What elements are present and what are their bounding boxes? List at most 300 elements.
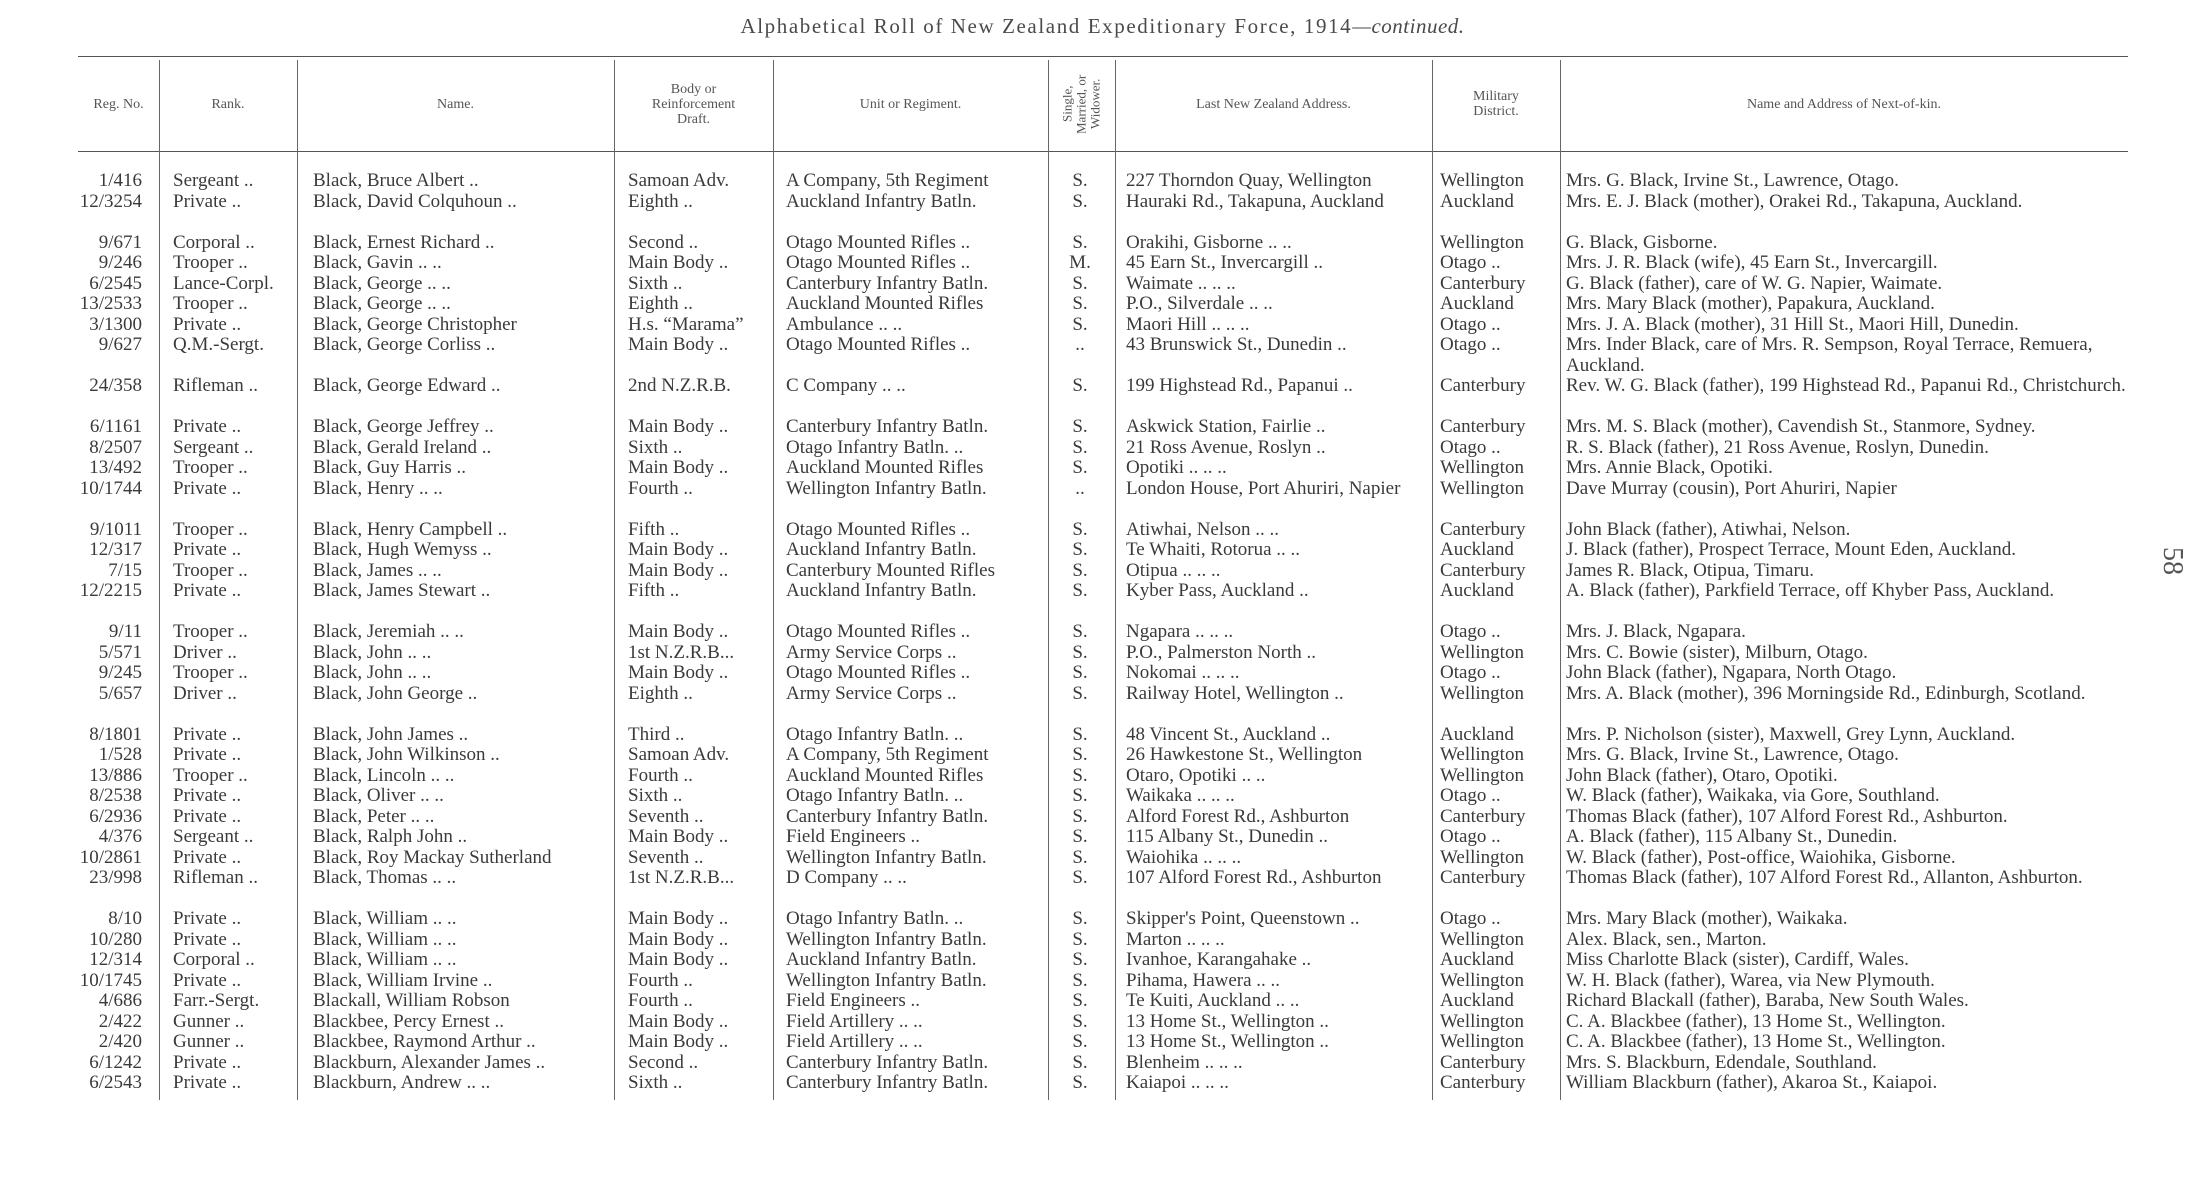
next-of-kin-cell: C. A. Blackbee (father), 13 Home St., Wellington.	[1566, 1010, 1946, 1032]
body-cell: Eighth ..	[628, 682, 693, 704]
district-cell: Wellington	[1440, 846, 1524, 868]
name-cell: Black, Guy Harris ..	[313, 457, 467, 478]
rank-cell: Gunner ..	[173, 1031, 245, 1052]
table-row	[0, 827, 2205, 848]
district-cell: Wellington	[1440, 969, 1524, 991]
name-cell: Black, Peter .. ..	[313, 805, 435, 827]
name-cell: Black, George Jeffrey ..	[313, 416, 494, 437]
name-cell: Black, Thomas .. ..	[313, 867, 457, 888]
status-cell: S.	[1072, 846, 1088, 868]
rank-cell: Trooper ..	[173, 621, 248, 642]
reg-no-cell: 8/10	[108, 908, 142, 929]
table-row	[0, 643, 2205, 664]
name-cell: Black, William .. ..	[313, 928, 457, 950]
body-cell: Main Body ..	[628, 826, 729, 847]
name-cell: Black, Bruce Albert ..	[313, 170, 479, 191]
status-cell: S.	[1072, 580, 1088, 601]
status-cell: S.	[1072, 457, 1088, 478]
body-cell: Main Body ..	[628, 457, 729, 478]
unit-cell: Auckland Infantry Batln.	[786, 580, 977, 601]
table-row	[0, 909, 2205, 930]
address-cell: 21 Ross Avenue, Roslyn ..	[1126, 436, 1326, 458]
reg-no-cell: 4/686	[98, 990, 142, 1011]
name-cell: Black, William .. ..	[313, 908, 457, 929]
unit-cell: Wellington Infantry Batln.	[786, 477, 987, 499]
reg-no-cell: 9/627	[98, 334, 142, 355]
name-cell: Black, George .. ..	[313, 272, 451, 294]
address-cell: 115 Albany St., Dunedin ..	[1126, 826, 1328, 847]
rank-cell: Trooper ..	[173, 518, 248, 540]
reg-no-cell: 5/571	[98, 641, 142, 663]
reg-no-cell: 2/422	[98, 1010, 142, 1032]
reg-no-cell: 8/1801	[89, 723, 142, 745]
address-cell: Waimate .. .. ..	[1126, 272, 1236, 294]
name-cell: Black, Hugh Wemyss ..	[313, 539, 492, 560]
unit-cell: Otago Mounted Rifles ..	[786, 334, 971, 355]
unit-cell: D Company .. ..	[786, 867, 907, 888]
rank-cell: Driver ..	[173, 641, 237, 663]
next-of-kin-cell: Mrs. E. J. Black (mother), Orakei Rd., Takapuna, Auckland.	[1566, 190, 2023, 212]
reg-no-cell: 10/2861	[79, 846, 142, 868]
name-cell: Black, Gavin .. ..	[313, 252, 442, 273]
next-of-kin-cell: Mrs. Inder Black, care of Mrs. R. Sempson, Royal Terrace, Remuera, Auckland.	[1566, 334, 2093, 376]
status-cell: S.	[1072, 190, 1088, 212]
district-cell: Canterbury	[1440, 416, 1526, 437]
status-cell: S.	[1072, 641, 1088, 663]
table-row	[0, 950, 2205, 971]
unit-cell: Otago Infantry Batln. ..	[786, 723, 964, 745]
status-cell: S.	[1072, 1072, 1088, 1093]
reg-no-cell: 7/15	[108, 559, 142, 581]
unit-cell: Otago Mounted Rifles ..	[786, 518, 971, 540]
unit-cell: Auckland Infantry Batln.	[786, 949, 977, 970]
district-cell: Wellington	[1440, 744, 1524, 765]
status-cell: S.	[1072, 908, 1088, 929]
address-cell: 227 Thorndon Quay, Wellington	[1126, 170, 1372, 191]
next-of-kin-cell: Mrs. Annie Black, Opotiki.	[1566, 457, 1773, 478]
address-cell: Ivanhoe, Karangahake ..	[1126, 949, 1312, 970]
name-cell: Black, Lincoln .. ..	[313, 764, 455, 786]
status-cell: S.	[1072, 990, 1088, 1011]
rank-cell: Trooper ..	[173, 252, 248, 273]
district-cell: Otago ..	[1440, 436, 1501, 458]
rank-cell: Private ..	[173, 539, 242, 560]
next-of-kin-cell: William Blackburn (father), Akaroa St., Kaiapoi.	[1566, 1072, 1938, 1093]
unit-cell: Wellington Infantry Batln.	[786, 846, 987, 868]
column-header-address: Last New Zealand Address.	[1196, 96, 1351, 112]
body-cell: Main Body ..	[628, 559, 729, 581]
next-of-kin-cell: John Black (father), Atiwhai, Nelson.	[1566, 518, 1851, 540]
unit-cell: Canterbury Infantry Batln.	[786, 272, 989, 294]
reg-no-cell: 13/2533	[79, 293, 142, 314]
rank-cell: Private ..	[173, 744, 242, 765]
unit-cell: Auckland Mounted Rifles	[786, 457, 984, 478]
address-cell: Te Kuiti, Auckland .. ..	[1126, 990, 1300, 1011]
status-cell: S.	[1072, 867, 1088, 888]
unit-cell: Otago Mounted Rifles ..	[786, 231, 971, 253]
unit-cell: Auckland Infantry Batln.	[786, 190, 977, 212]
unit-cell: Canterbury Infantry Batln.	[786, 805, 989, 827]
next-of-kin-cell: G. Black, Gisborne.	[1566, 231, 1718, 253]
name-cell: Black, Ralph John ..	[313, 826, 468, 847]
district-cell: Auckland	[1440, 293, 1514, 314]
next-of-kin-cell: W. Black (father), Post-office, Waiohika, Gisborne.	[1566, 846, 1956, 868]
name-cell: Black, Jeremiah .. ..	[313, 621, 464, 642]
body-cell: 2nd N.Z.R.B.	[628, 375, 731, 396]
body-cell: Main Body ..	[628, 928, 729, 950]
next-of-kin-cell: Rev. W. G. Black (father), 199 Highstead Rd., Papanui Rd., Christchurch.	[1566, 375, 2126, 396]
next-of-kin-cell: Mrs. S. Blackburn, Edendale, Southland.	[1566, 1051, 1877, 1073]
unit-cell: Otago Infantry Batln. ..	[786, 785, 964, 806]
status-cell: S.	[1072, 805, 1088, 827]
column-header-district: Military District.	[1473, 89, 1519, 119]
body-cell: Main Body ..	[628, 252, 729, 273]
district-cell: Auckland	[1440, 949, 1514, 970]
address-cell: London House, Port Ahuriri, Napier	[1126, 477, 1401, 499]
address-cell: Waikaka .. .. ..	[1126, 785, 1235, 806]
next-of-kin-cell: Mrs. M. S. Black (mother), Cavendish St., Stanmore, Sydney.	[1566, 416, 2036, 437]
table-row	[0, 458, 2205, 479]
address-cell: 107 Alford Forest Rd., Ashburton	[1126, 867, 1382, 888]
body-cell: Sixth ..	[628, 436, 683, 458]
district-cell: Wellington	[1440, 1031, 1524, 1052]
column-header-reg-no: Reg. No.	[93, 96, 144, 112]
status-cell: S.	[1072, 682, 1088, 704]
status-cell: S.	[1072, 313, 1088, 335]
name-cell: Black, Gerald Ireland ..	[313, 436, 492, 458]
body-cell: Fourth ..	[628, 477, 693, 499]
status-cell: S.	[1072, 436, 1088, 458]
unit-cell: Otago Mounted Rifles ..	[786, 662, 971, 683]
status-cell: S.	[1072, 231, 1088, 253]
reg-no-cell: 1/528	[98, 744, 142, 765]
reg-no-cell: 9/245	[98, 662, 142, 683]
address-cell: 26 Hawkestone St., Wellington	[1126, 744, 1363, 765]
table-row	[0, 971, 2205, 992]
district-cell: Wellington	[1440, 1010, 1524, 1032]
district-cell: Auckland	[1440, 723, 1514, 745]
unit-cell: A Company, 5th Regiment	[786, 170, 989, 191]
name-cell: Black, Roy Mackay Sutherland	[313, 846, 552, 868]
rank-cell: Private ..	[173, 846, 242, 868]
reg-no-cell: 6/2936	[89, 805, 142, 827]
reg-no-cell: 24/358	[89, 375, 142, 396]
address-cell: Ngapara .. .. ..	[1126, 621, 1234, 642]
table-row	[0, 745, 2205, 766]
district-cell: Canterbury	[1440, 375, 1526, 396]
body-cell: Main Body ..	[628, 949, 729, 970]
district-cell: Canterbury	[1440, 867, 1526, 888]
district-cell: Otago ..	[1440, 621, 1501, 642]
table-row	[0, 335, 2205, 376]
table-row	[0, 684, 2205, 725]
unit-cell: Field Artillery .. ..	[786, 1031, 923, 1052]
table-row	[0, 581, 2205, 622]
title-continued: —continued.	[1352, 14, 1465, 38]
address-cell: Otaro, Opotiki .. ..	[1126, 764, 1266, 786]
rank-cell: Trooper ..	[173, 559, 248, 581]
next-of-kin-cell: Mrs. G. Black, Irvine St., Lawrence, Otago.	[1566, 170, 1899, 191]
address-cell: Alford Forest Rd., Ashburton	[1126, 805, 1350, 827]
table-row	[0, 274, 2205, 295]
body-cell: Main Body ..	[628, 908, 729, 929]
district-cell: Auckland	[1440, 580, 1514, 601]
district-cell: Otago ..	[1440, 662, 1501, 683]
reg-no-cell: 6/2545	[89, 272, 142, 294]
table-row	[0, 233, 2205, 254]
table-row	[0, 479, 2205, 520]
reg-no-cell: 12/314	[89, 949, 142, 970]
status-cell: S.	[1072, 518, 1088, 540]
unit-cell: Canterbury Infantry Batln.	[786, 1072, 989, 1093]
table-row	[0, 520, 2205, 541]
next-of-kin-cell: Mrs. J. R. Black (wife), 45 Earn St., Invercargill.	[1566, 252, 1938, 273]
body-cell: H.s. “Marama”	[628, 313, 744, 335]
next-of-kin-cell: Mrs. J. Black, Ngapara.	[1566, 621, 1746, 642]
district-cell: Otago ..	[1440, 785, 1501, 806]
status-cell: S.	[1072, 293, 1088, 314]
table-row	[0, 663, 2205, 684]
rank-cell: Lance-Corpl.	[173, 272, 274, 294]
column-header-kin: Name and Address of Next-of-kin.	[1746, 96, 1941, 112]
name-cell: Black, David Colquhoun ..	[313, 190, 517, 212]
reg-no-cell: 2/420	[98, 1031, 142, 1052]
status-cell: S.	[1072, 416, 1088, 437]
district-cell: Canterbury	[1440, 1051, 1526, 1073]
status-cell: ..	[1075, 477, 1085, 499]
next-of-kin-cell: John Black (father), Otaro, Opotiki.	[1566, 764, 1838, 786]
unit-cell: Otago Mounted Rifles ..	[786, 252, 971, 273]
table-row	[0, 294, 2205, 315]
unit-cell: Field Artillery .. ..	[786, 1010, 923, 1032]
address-cell: Orakihi, Gisborne .. ..	[1126, 231, 1292, 253]
next-of-kin-cell: Dave Murray (cousin), Port Ahuriri, Napier	[1566, 477, 1897, 499]
rank-cell: Private ..	[173, 908, 242, 929]
body-cell: Seventh ..	[628, 846, 704, 868]
name-cell: Black, Oliver .. ..	[313, 785, 444, 806]
unit-cell: C Company .. ..	[786, 375, 906, 396]
body-cell: Third ..	[628, 723, 685, 745]
body-cell: Fourth ..	[628, 764, 693, 786]
address-cell: 43 Brunswick St., Dunedin ..	[1126, 334, 1347, 355]
body-cell: Main Body ..	[628, 539, 729, 560]
status-cell: S.	[1072, 559, 1088, 581]
name-cell: Black, William .. ..	[313, 949, 457, 970]
reg-no-cell: 10/280	[89, 928, 142, 950]
rank-cell: Private ..	[173, 1072, 242, 1093]
body-cell: 1st N.Z.R.B...	[628, 641, 735, 663]
reg-no-cell: 12/3254	[79, 190, 142, 212]
name-cell: Black, John George ..	[313, 682, 478, 704]
rank-cell: Gunner ..	[173, 1010, 245, 1032]
address-cell: Te Whaiti, Rotorua .. ..	[1126, 539, 1301, 560]
table-row	[0, 540, 2205, 561]
unit-cell: Canterbury Mounted Rifles	[786, 559, 995, 581]
status-cell: S.	[1072, 764, 1088, 786]
next-of-kin-cell: John Black (father), Ngapara, North Otago.	[1566, 662, 1897, 683]
status-cell: S.	[1072, 949, 1088, 970]
next-of-kin-cell: James R. Black, Otipua, Timaru.	[1566, 559, 1815, 581]
reg-no-cell: 6/1242	[89, 1051, 142, 1073]
unit-cell: Auckland Infantry Batln.	[786, 539, 977, 560]
name-cell: Black, Henry .. ..	[313, 477, 443, 499]
address-cell: 199 Highstead Rd., Papanui ..	[1126, 375, 1353, 396]
next-of-kin-cell: Alex. Black, sen., Marton.	[1566, 928, 1767, 950]
address-cell: Opotiki .. .. ..	[1126, 457, 1227, 478]
table-row	[0, 253, 2205, 274]
table-row	[0, 1073, 2205, 1094]
status-cell: S.	[1072, 928, 1088, 950]
column-header-unit: Unit or Regiment.	[859, 96, 962, 112]
rank-cell: Private ..	[173, 969, 242, 991]
reg-no-cell: 1/416	[98, 170, 142, 191]
address-cell: Atiwhai, Nelson .. ..	[1126, 518, 1280, 540]
next-of-kin-cell: A. Black (father), 115 Albany St., Dunedin.	[1566, 826, 1898, 847]
column-header-name: Name.	[437, 96, 474, 112]
body-cell: Samoan Adv.	[628, 170, 730, 191]
district-cell: Wellington	[1440, 928, 1524, 950]
status-cell: S.	[1072, 170, 1088, 191]
name-cell: Blackall, William Robson	[313, 990, 510, 1011]
column-header-status: Single, Married, or Widower.	[1059, 74, 1103, 134]
body-cell: Main Body ..	[628, 621, 729, 642]
rank-cell: Sergeant ..	[173, 826, 254, 847]
unit-cell: Field Engineers ..	[786, 990, 921, 1011]
status-cell: M.	[1069, 252, 1091, 273]
next-of-kin-cell: G. Black (father), care of W. G. Napier, Waimate.	[1566, 272, 1943, 294]
body-cell: Sixth ..	[628, 785, 683, 806]
name-cell: Black, George Corliss ..	[313, 334, 496, 355]
unit-cell: Wellington Infantry Batln.	[786, 928, 987, 950]
next-of-kin-cell: Thomas Black (father), 107 Alford Forest Rd., Ashburton.	[1566, 805, 2008, 827]
rank-cell: Driver ..	[173, 682, 237, 704]
unit-cell: Army Service Corps ..	[786, 682, 957, 704]
table-row	[0, 315, 2205, 336]
address-cell: 45 Earn St., Invercargill ..	[1126, 252, 1323, 273]
district-cell: Wellington	[1440, 457, 1524, 478]
district-cell: Otago ..	[1440, 908, 1501, 929]
reg-no-cell: 23/998	[89, 867, 142, 888]
table-row	[0, 868, 2205, 909]
district-cell: Otago ..	[1440, 252, 1501, 273]
table-row	[0, 1012, 2205, 1033]
title-main: Alphabetical Roll of New Zealand Expeditionary Force, 1914	[740, 14, 1353, 38]
status-cell: S.	[1072, 744, 1088, 765]
reg-no-cell: 12/2215	[79, 580, 142, 601]
unit-cell: Army Service Corps ..	[786, 641, 957, 663]
rank-cell: Rifleman ..	[173, 375, 258, 396]
address-cell: Marton .. .. ..	[1126, 928, 1225, 950]
district-cell: Auckland	[1440, 990, 1514, 1011]
next-of-kin-cell: R. S. Black (father), 21 Ross Avenue, Roslyn, Dunedin.	[1566, 436, 1989, 458]
table-row	[0, 438, 2205, 459]
body-cell: Second ..	[628, 231, 699, 253]
name-cell: Black, Henry Campbell ..	[313, 518, 508, 540]
rank-cell: Q.M.-Sergt.	[173, 334, 264, 355]
name-cell: Blackburn, Andrew .. ..	[313, 1072, 491, 1093]
name-cell: Black, George .. ..	[313, 293, 451, 314]
table-row	[0, 1053, 2205, 1074]
body-cell: 1st N.Z.R.B...	[628, 867, 735, 888]
body-cell: Main Body ..	[628, 1031, 729, 1052]
district-cell: Wellington	[1440, 764, 1524, 786]
next-of-kin-cell: Thomas Black (father), 107 Alford Forest Rd., Allanton, Ashburton.	[1566, 867, 2083, 888]
reg-no-cell: 4/376	[98, 826, 142, 847]
reg-no-cell: 10/1745	[79, 969, 142, 991]
next-of-kin-cell: Richard Blackall (father), Baraba, New South Wales.	[1566, 990, 1969, 1011]
district-cell: Wellington	[1440, 231, 1524, 253]
address-cell: P.O., Palmerston North ..	[1126, 641, 1316, 663]
table-row	[0, 786, 2205, 807]
next-of-kin-cell: Mrs. J. A. Black (mother), 31 Hill St., Maori Hill, Dunedin.	[1566, 313, 2019, 335]
district-cell: Canterbury	[1440, 518, 1526, 540]
rank-cell: Private ..	[173, 190, 242, 212]
unit-cell: Otago Infantry Batln. ..	[786, 436, 964, 458]
table-row	[0, 807, 2205, 828]
header-bottom-rule	[78, 151, 2128, 152]
address-cell: 13 Home St., Wellington ..	[1126, 1010, 1329, 1032]
body-cell: Main Body ..	[628, 1010, 729, 1032]
rank-cell: Trooper ..	[173, 293, 248, 314]
reg-no-cell: 9/671	[98, 231, 142, 253]
body-cell: Second ..	[628, 1051, 699, 1073]
table-row	[0, 622, 2205, 643]
address-cell: Pihama, Hawera .. ..	[1126, 969, 1281, 991]
status-cell: S.	[1072, 272, 1088, 294]
body-cell: Main Body ..	[628, 334, 729, 355]
name-cell: Black, James .. ..	[313, 559, 442, 581]
body-cell: Main Body ..	[628, 662, 729, 683]
rank-cell: Corporal ..	[173, 231, 255, 253]
rank-cell: Private ..	[173, 785, 242, 806]
next-of-kin-cell: Miss Charlotte Black (sister), Cardiff, Wales.	[1566, 949, 1909, 970]
next-of-kin-cell: A. Black (father), Parkfield Terrace, off Khyber Pass, Auckland.	[1566, 580, 2055, 601]
table-row	[0, 192, 2205, 233]
district-cell: Auckland	[1440, 539, 1514, 560]
reg-no-cell: 9/11	[108, 621, 142, 642]
rank-cell: Sergeant ..	[173, 436, 254, 458]
address-cell: Skipper's Point, Queenstown ..	[1126, 908, 1360, 929]
reg-no-cell: 6/1161	[89, 416, 142, 437]
reg-no-cell: 5/657	[98, 682, 142, 704]
rank-cell: Farr.-Sergt.	[173, 990, 260, 1011]
rank-cell: Corporal ..	[173, 949, 255, 970]
district-cell: Otago ..	[1440, 826, 1501, 847]
reg-no-cell: 8/2507	[89, 436, 142, 458]
district-cell: Otago ..	[1440, 313, 1501, 335]
next-of-kin-cell: J. Black (father), Prospect Terrace, Mount Eden, Auckland.	[1566, 539, 2016, 560]
district-cell: Otago ..	[1440, 334, 1501, 355]
district-cell: Canterbury	[1440, 805, 1526, 827]
page-number: 58	[2157, 547, 2188, 575]
district-cell: Wellington	[1440, 477, 1524, 499]
rank-cell: Trooper ..	[173, 764, 248, 786]
table-row	[0, 561, 2205, 582]
reg-no-cell: 12/317	[89, 539, 142, 560]
column-header-body: Body or Reinforcement Draft.	[651, 81, 736, 127]
name-cell: Black, John James ..	[313, 723, 469, 745]
reg-no-cell: 10/1744	[79, 477, 142, 499]
body-cell: Sixth ..	[628, 1072, 683, 1093]
address-cell: Blenheim .. .. ..	[1126, 1051, 1243, 1073]
name-cell: Black, Ernest Richard ..	[313, 231, 495, 253]
next-of-kin-cell: Mrs. C. Bowie (sister), Milburn, Otago.	[1566, 641, 1868, 663]
name-cell: Blackbee, Percy Ernest ..	[313, 1010, 504, 1032]
unit-cell: Field Engineers ..	[786, 826, 921, 847]
name-cell: Blackbee, Raymond Arthur ..	[313, 1031, 536, 1052]
rank-cell: Private ..	[173, 805, 242, 827]
unit-cell: Canterbury Infantry Batln.	[786, 1051, 989, 1073]
